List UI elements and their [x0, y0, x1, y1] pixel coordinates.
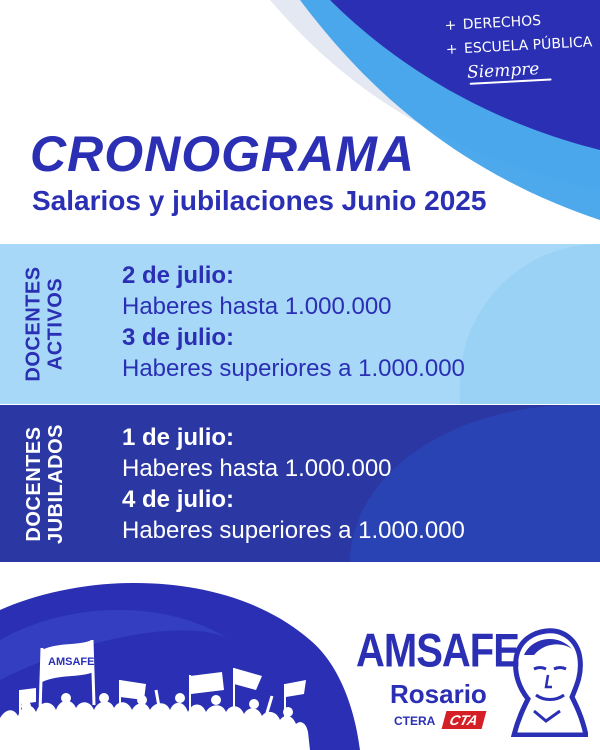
slogan-text: DERECHOS — [462, 12, 542, 34]
section-label-line: ACTIVOS — [45, 277, 67, 371]
logo-name: AMSAFE — [356, 625, 519, 677]
schedule-date: 1 de julio: — [122, 424, 235, 451]
schedule-detail: Haberes superiores a 1.000.000 — [122, 517, 465, 544]
flag-text: AMSAFE — [48, 656, 95, 668]
section-label-line: DOCENTES — [23, 266, 45, 382]
plus-icon: + — [445, 41, 459, 58]
cta-logo: CTA — [442, 711, 487, 729]
plus-icon: + — [444, 17, 457, 34]
logo-city: Rosario — [390, 679, 487, 709]
ctera-logo: CTERA — [394, 714, 436, 728]
schedule-date: 3 de julio: — [122, 324, 235, 351]
section-label-line: JUBILADOS — [45, 423, 68, 544]
slogan-text: ESCUELA PÚBLICA — [463, 34, 593, 57]
schedule-detail: Haberes hasta 1.000.000 — [122, 293, 392, 320]
schedule-detail: Haberes superiores a 1.000.000 — [122, 355, 465, 382]
page-title: CRONOGRAMA — [30, 126, 415, 182]
schedule-date: 4 de julio: — [122, 486, 235, 513]
slogan-siempre: Siempre — [466, 59, 540, 83]
schedule-detail: Haberes hasta 1.000.000 — [122, 455, 392, 482]
section-label-line: DOCENTES — [23, 425, 46, 542]
amsafe-logo — [356, 625, 596, 750]
page-subtitle: Salarios y jubilaciones Junio 2025 — [32, 185, 487, 216]
schedule-date: 2 de julio: — [122, 262, 235, 289]
portrait-icon — [506, 625, 588, 737]
